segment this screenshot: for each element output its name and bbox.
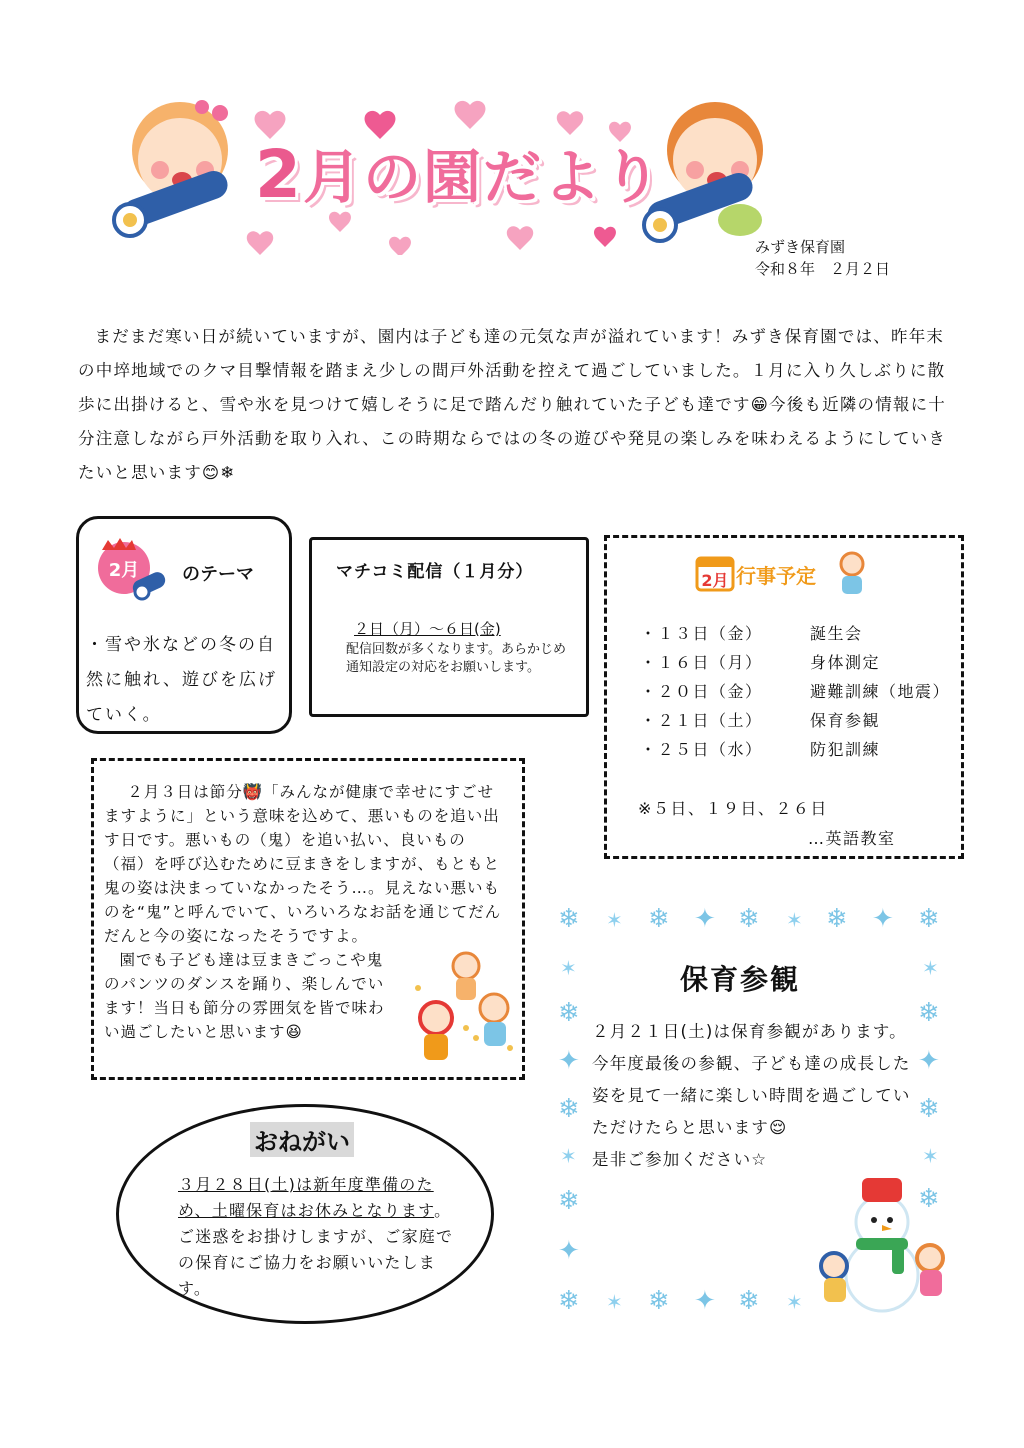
schedule-heading: 行事予定 [736,564,816,588]
theme-title: のテーマ [182,564,254,585]
snowflake-icon: ❄ [918,1184,940,1214]
setsubun-paragraph-2: 園でも子ども達は豆まきごっこや鬼のパンツのダンスを踊り、楽しんでいます！当日も節分の雰囲気を皆で味わい過ごしたいと思います😆 [104,951,385,1041]
snowflake-icon: ❄ [558,1094,580,1124]
snowflake-icon: ✶ [560,1144,577,1168]
schedule-event: 誕生会 [810,624,863,643]
snowflake-icon: ✶ [786,908,803,932]
onegai-text [178,1172,454,1302]
setsubun-kids-illustration [406,948,522,1068]
machikomi-title: マチコミ配信（１月分） [336,562,534,582]
child-icon [832,550,872,598]
theme-text: ・雪や氷などの冬の自然に触れ、遊びを広げていく。 [86,635,278,725]
schedule-badge-text: 2月 [701,571,729,590]
schedule-note-days: ※５日、１９日、２６日 [638,799,828,818]
schedule-row [640,737,880,760]
sankan-line-1: ２月２１日(土)は保育参観があります。 [592,1022,907,1041]
issue-date: 令和８年 ２月２日 [755,260,891,278]
schedule-event: 保育参観 [810,711,881,730]
page-title [255,130,663,214]
calendar-icon [694,552,736,592]
setsubun-paragraph-1: ２月３日は節分👹「みんなが健康で幸せにすごせますように」という意味を込めて、悪いものを追い出す日です。悪いもの（鬼）を追い払い、良いもの（福）を呼び込むために豆まきをしますが、もともと鬼の姿は決まっていなかったそう…。見えない悪いものを“鬼”と呼んでいて、いろいろなお話を通じてだんだんと今の姿になったそうですよ。 [104,783,502,945]
snowflake-icon: ✦ [694,1286,716,1316]
snowflake-icon: ✦ [694,904,716,934]
snowflake-icon: ❄ [918,904,940,934]
onegai-rest: 。ご迷惑をお掛けしますが、ご家庭での保育にご協力をお願いいたします。 [178,1201,454,1298]
schedule-date: ・２５日（水） [640,740,763,759]
snowflake-icon: ✦ [872,904,894,934]
snowflake-icon: ✦ [558,1046,580,1076]
machikomi-date: ２日（月）～６日(金) [354,620,501,638]
snowflake-icon: ❄ [558,1286,580,1316]
snowflake-icon: ❄ [648,1286,670,1316]
theme-badge-text: 2月 [108,560,140,581]
schedule-date: ・２１日（土） [640,711,763,730]
snowflake-icon: ❄ [558,998,580,1028]
title-text: 月の園だより [302,143,663,211]
snowflake-icon: ✶ [560,956,577,980]
snowflake-icon: ❄ [918,998,940,1028]
snowflake-icon: ❄ [558,904,580,934]
snowflake-icon: ✦ [558,1236,580,1266]
schedule-event: 身体測定 [810,653,881,672]
org-name: みずき保育園 [755,238,846,256]
snowflake-icon: ✶ [922,1144,939,1168]
sankan-text [592,1016,912,1176]
schedule-row [640,650,880,673]
schedule-row [640,708,880,731]
sankan-line-3: 是非ご参加ください☆ [592,1150,768,1169]
schedule-date: ・１６日（月） [640,653,763,672]
intro-paragraph: まだまだ寒い日が続いていますが、園内は子ども達の元気な声が溢れています！みずき保育園では、昨年末の中埣地域でのクマ目撃情報を踏まえ少しの間戸外活動を控えて過ごしていました。１月に入り久しぶりに散歩に出掛けると、雪や氷を見つけて嬉しそうに足で踏んだり触れていた子ども達です😁今後も近隣の情報に十分注意しながら戸外活動を取り入れ、この時期ならではの冬の遊びや発見の楽しみを味わえるようにしていきたいと思います😊❄ [78,327,947,482]
org-block [755,236,890,280]
snowman-kids-illustration [812,1170,952,1315]
schedule-row [640,679,950,702]
snowflake-icon: ✶ [606,1290,623,1314]
schedule-row [640,621,863,644]
schedule-date: ・２０日（金） [640,682,763,701]
snowflake-icon: ✦ [918,1046,940,1076]
schedule-event: 防犯訓練 [810,740,881,759]
schedule-date: ・１３日（金） [640,624,763,643]
schedule-event: 避難訓練（地震） [810,682,951,701]
girl-illustration [114,100,231,236]
snowflake-icon: ❄ [738,904,760,934]
onegai-title: おねがい [250,1122,354,1157]
snowflake-icon: ❄ [918,1094,940,1124]
title-number: 2 [255,136,303,213]
onegai-underlined: ３月２８日(土)は新年度準備のため、土曜保育はお休みとなります [178,1175,435,1220]
snowflake-icon: ❄ [558,1186,580,1216]
schedule-note-event: …英語教室 [808,829,896,848]
sankan-title: 保育参観 [680,963,801,996]
machikomi-note: 配信回数が多くなります。あらかじめ通知設定の対応をお願いします。 [346,642,566,675]
snowflake-icon: ❄ [648,904,670,934]
snowflake-icon: ✶ [786,1290,803,1314]
snowflake-icon: ❄ [738,1286,760,1316]
snowflake-icon: ❄ [826,904,848,934]
theme-badge-icon [92,534,172,604]
snowflake-icon: ✶ [606,908,623,932]
snowflake-icon: ✶ [922,956,939,980]
sankan-line-2: 今年度最後の参観、子ども達の成長した姿を見て一緒に楽しい時間を過ごしていただけたらと思います😌 [592,1054,911,1137]
